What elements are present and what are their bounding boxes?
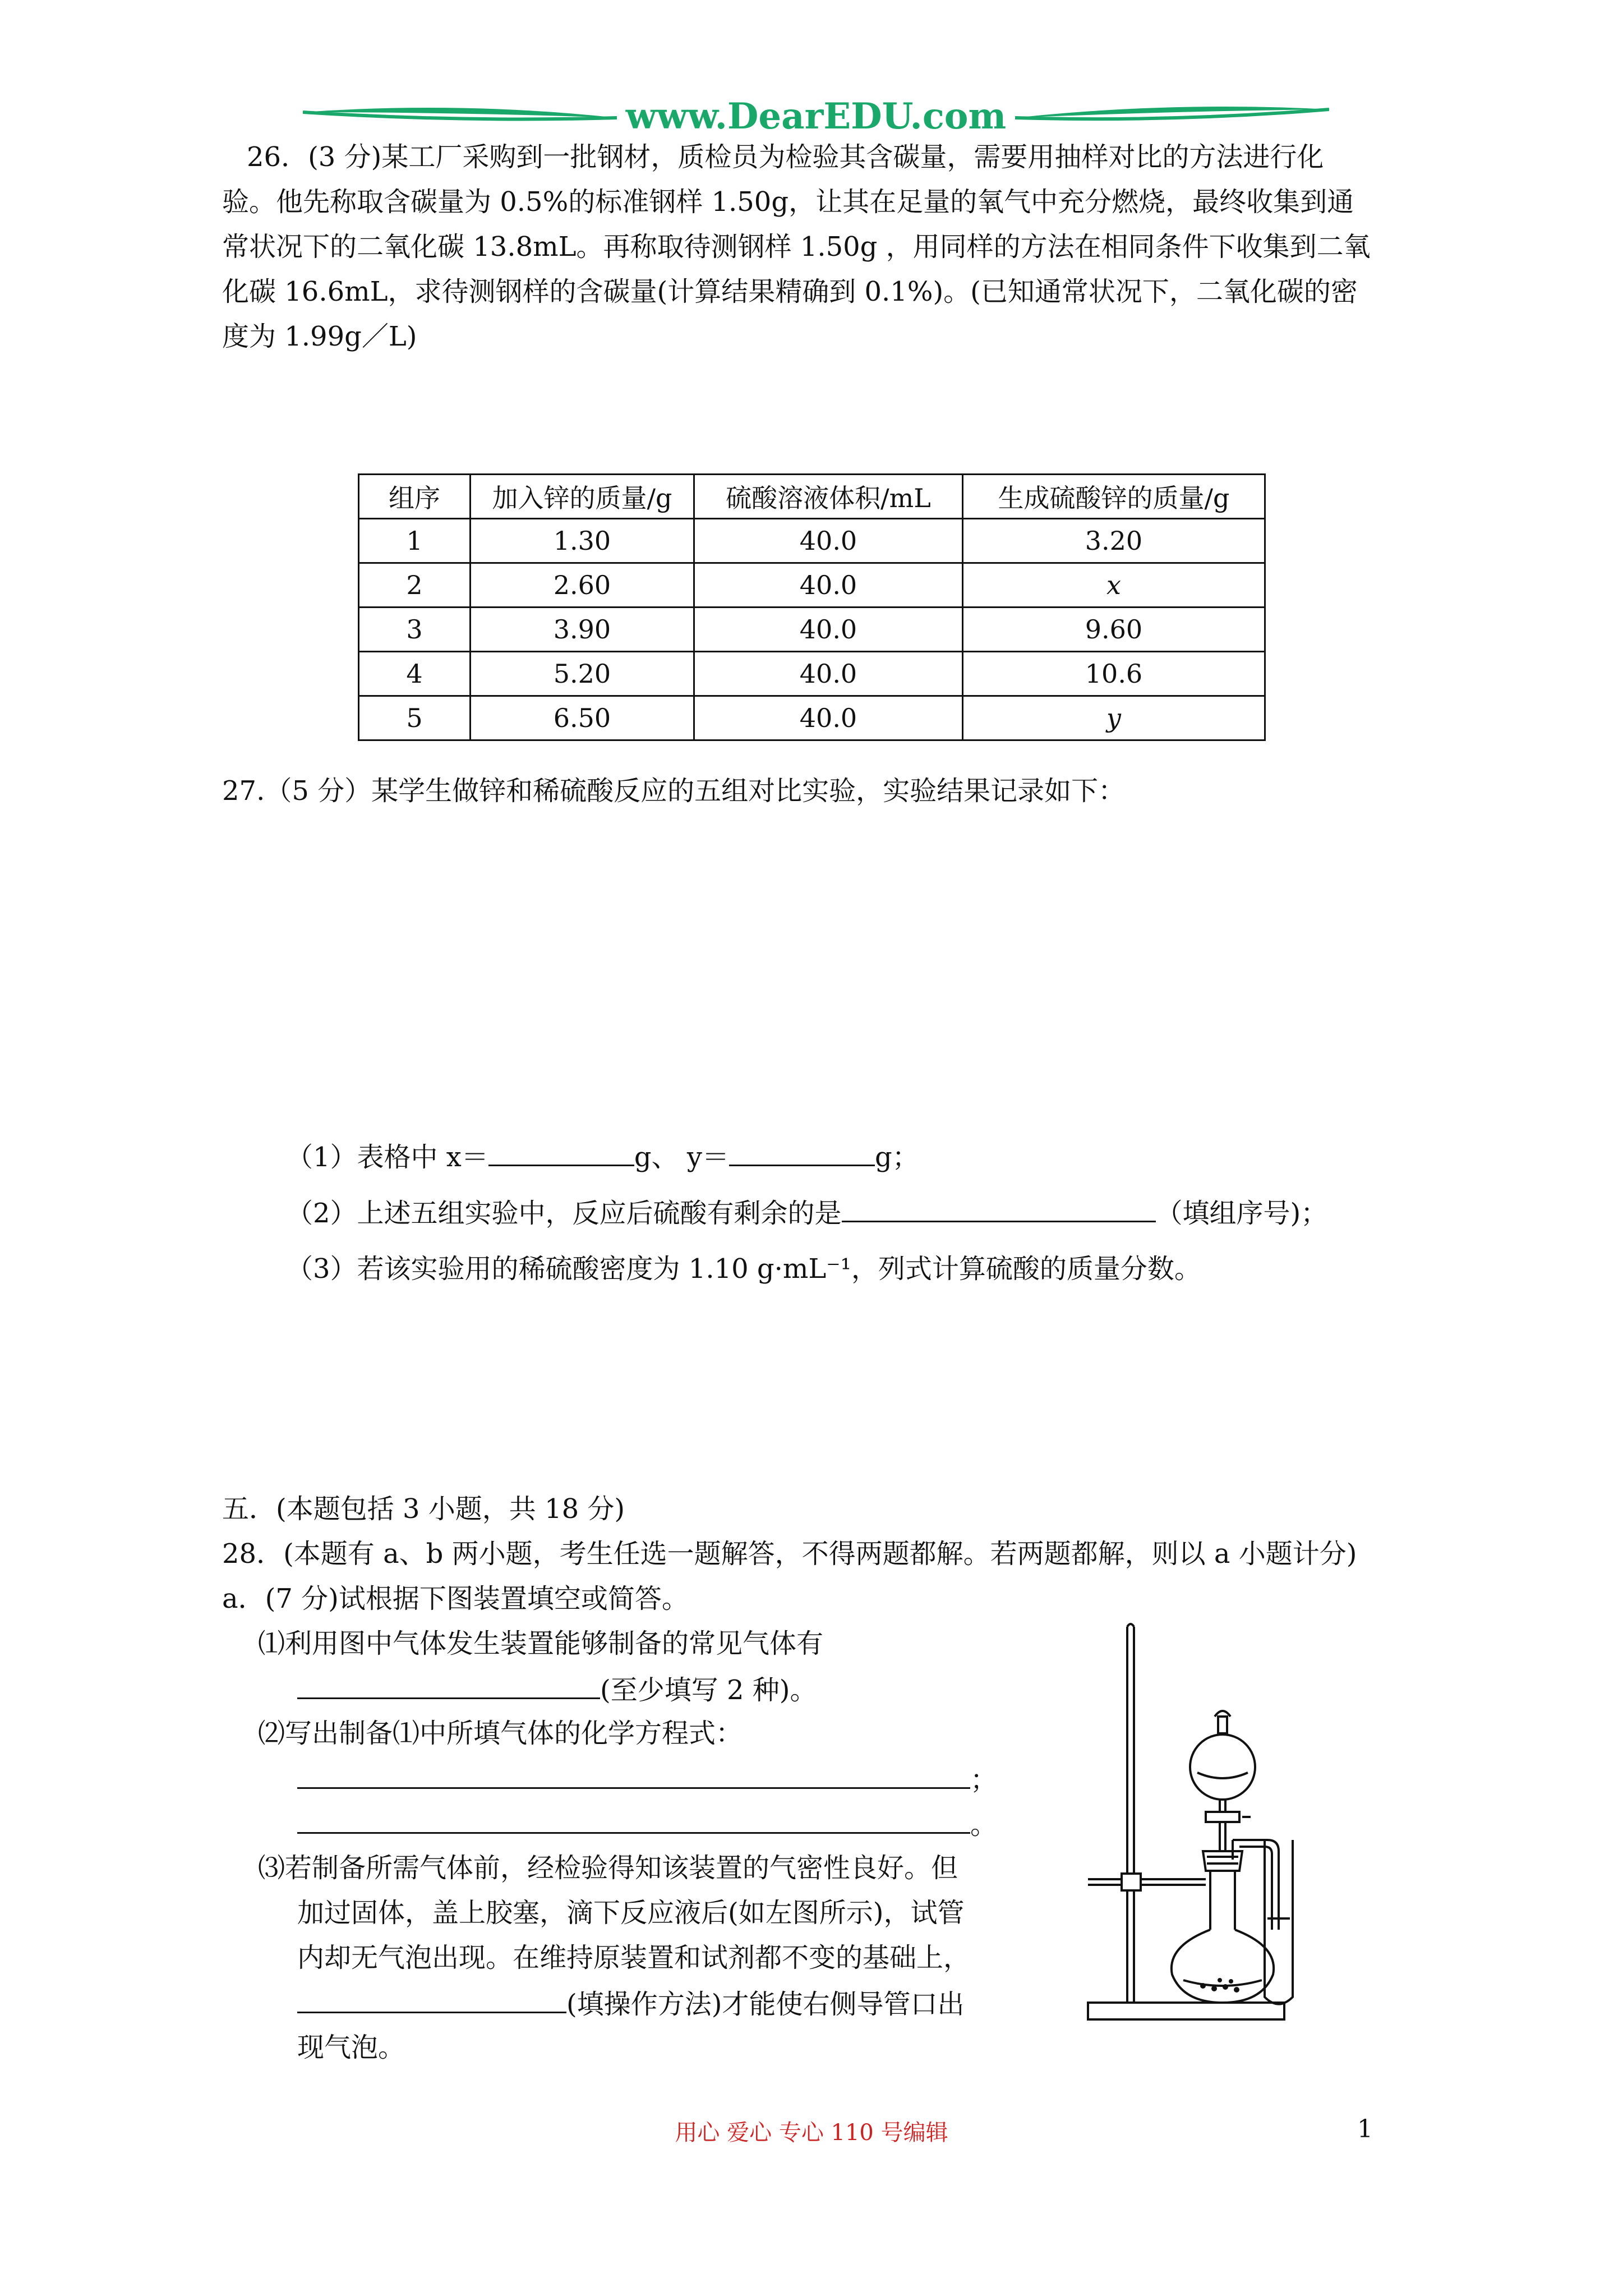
table-header-cell: 加入锌的质量/g [471, 475, 694, 519]
q28a-part3-line4-text: (填操作方法)才能使右侧导管口出 [566, 1989, 965, 2020]
q27-sub2-text-a: （2）上述五组实验中，反应后硫酸有剩余的是 [286, 1198, 842, 1229]
table-row [359, 652, 1265, 696]
answer-blank-equation-1[interactable] [297, 1756, 970, 1789]
table-row [359, 608, 1265, 652]
q27-sub1-text-a: （1）表格中 x＝ [286, 1142, 488, 1173]
gas-generator-apparatus-figure [1077, 1616, 1346, 2031]
q28-intro: 28．(本题有 a、b 两小题，考生任选一题解答，不得两题都解。若两题都解，则以 a 小题计分) [222, 1538, 1357, 1570]
table-cell: 3.90 [471, 608, 694, 652]
q26-line-5: 度为 1.99g／L) [222, 321, 417, 352]
table-cell: 9.60 [963, 608, 1265, 652]
section-5-heading: 五．(本题包括 3 小题，共 18 分) [222, 1493, 625, 1525]
q27-sub2 [286, 1189, 1327, 1236]
q28a-part3-line1: ⑶若制备所需气体前，经检验得知该装置的气密性良好。但 [258, 1852, 958, 1884]
q28a-part2-end1: ； [970, 1764, 998, 1796]
table-header-row [359, 475, 1265, 519]
q26-line-4: 化碳 16.6mL，求待测钢样的含碳量(计算结果精确到 0.1%)。(已知通常状况下，二氧化碳的密 [222, 276, 1358, 307]
table-row [359, 563, 1265, 608]
table-cell: 10.6 [963, 652, 1265, 696]
page-footer-credit: 用心 爱心 专心 110 号编辑 [675, 2120, 948, 2146]
table-cell: 1 [359, 519, 471, 563]
q26-line-2: 验。他先称取含碳量为 0.5%的标准钢样 1.50g，让其在足量的氧气中充分燃烧，最终收集到通 [222, 186, 1354, 218]
q28a-part1-line2 [297, 1666, 817, 1713]
q28a-part2-eq2 [297, 1801, 997, 1847]
table-cell: 2.60 [471, 563, 694, 608]
answer-blank-groups[interactable] [842, 1189, 1156, 1222]
table-cell: 40.0 [694, 696, 963, 740]
q28a-part3-line2: 加过固体，盖上胶塞，滴下反应液后(如左图所示)，试管 [297, 1897, 965, 1929]
table-cell: 40.0 [694, 519, 963, 563]
table-cell: 6.50 [471, 696, 694, 740]
header-banner [303, 95, 1329, 140]
q26-line-1: 26．(3 分)某工厂采购到一批钢材，质检员为检验其含碳量，需要用抽样对比的方法进行化 [247, 141, 1324, 173]
table-header-cell: 生成硫酸锌的质量/g [963, 475, 1265, 519]
header-swoosh-left [303, 95, 617, 140]
q27-intro: 27.（5 分）某学生做锌和稀硫酸反应的五组对比实验，实验结果记录如下： [222, 775, 1126, 807]
answer-blank-gases[interactable] [297, 1666, 600, 1699]
q27-sub2-text-b: （填组序号)； [1155, 1198, 1328, 1229]
table-row [359, 696, 1265, 740]
q27-sub1 [286, 1133, 919, 1180]
table-cell: 40.0 [694, 563, 963, 608]
q27-sub3: （3）若该实验用的稀硫酸密度为 1.10 g·mL⁻¹，列式计算硫酸的质量分数。 [286, 1253, 1201, 1285]
q28a-part3-line5: 现气泡。 [297, 2032, 405, 2063]
table-header-cell: 组序 [359, 475, 471, 519]
answer-blank-equation-2[interactable] [297, 1801, 970, 1834]
table-cell: 3.20 [963, 519, 1265, 563]
experiment-table [358, 473, 1266, 741]
table-cell: 40.0 [694, 608, 963, 652]
table-cell: 3 [359, 608, 471, 652]
header-site-title: www.DearEDU.com [625, 95, 1007, 137]
table-cell: 5.20 [471, 652, 694, 696]
table-cell: 4 [359, 652, 471, 696]
table-header-cell: 硫酸溶液体积/mL [694, 475, 963, 519]
table-cell: x [963, 563, 1265, 608]
answer-blank-y[interactable] [729, 1133, 875, 1166]
q26-line-3: 常状况下的二氧化碳 13.8mL。再称取待测钢样 1.50g ，用同样的方法在相同条件下收集到二氧 [222, 231, 1371, 263]
table-cell: 5 [359, 696, 471, 740]
page-number: 1 [1357, 2115, 1373, 2143]
header-swoosh-right [1015, 95, 1329, 140]
q27-sub1-text-c: g； [874, 1142, 919, 1173]
table-row [359, 519, 1265, 563]
q27-sub1-text-b: g、 y＝ [634, 1142, 729, 1173]
q28a-part1-suffix: (至少填写 2 种)。 [600, 1674, 817, 1706]
q28a-part2-eq1 [297, 1756, 997, 1802]
table-cell: y [963, 696, 1265, 740]
q28a-intro: a．(7 分)试根据下图装置填空或简答。 [222, 1583, 689, 1614]
q28a-part2-line1: ⑵写出制备⑴中所填气体的化学方程式： [258, 1718, 743, 1749]
q28a-part3-line4 [297, 1980, 964, 2027]
table-cell: 40.0 [694, 652, 963, 696]
table-cell: 2 [359, 563, 471, 608]
q28a-part2-end2: 。 [970, 1809, 998, 1841]
table-cell: 1.30 [471, 519, 694, 563]
answer-blank-x[interactable] [488, 1133, 634, 1166]
q28a-part3-line3: 内却无气泡出现。在维持原装置和试剂都不变的基础上， [297, 1942, 971, 1973]
q28a-part1-line1: ⑴利用图中气体发生装置能够制备的常见气体有 [258, 1628, 824, 1659]
answer-blank-operation[interactable] [297, 1980, 566, 2013]
